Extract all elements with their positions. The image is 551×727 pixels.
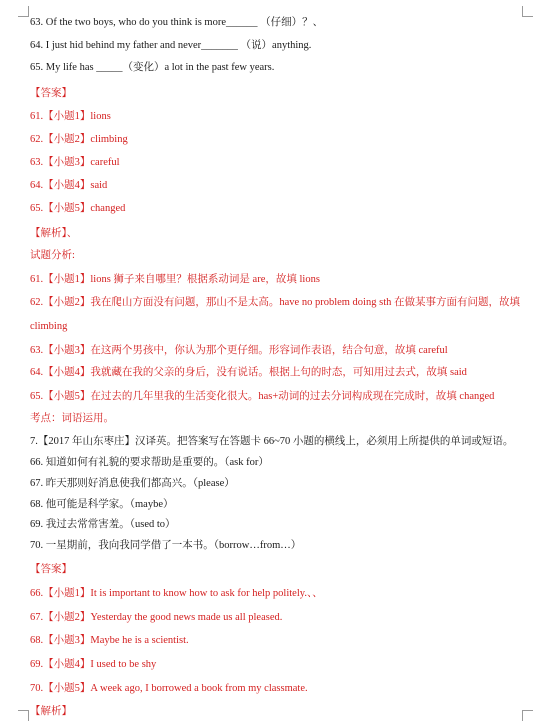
question-line: 65. My life has _____（变化）a lot in the past few years. — [30, 62, 275, 73]
answer-line: 66.【小题1】It is important to know how to ask for help politely.、、 — [30, 588, 323, 599]
answer-heading: 【答案】 — [30, 88, 72, 99]
page-corner-mark-top-left — [18, 6, 29, 17]
answer-line: 63.【小题3】careful — [30, 157, 120, 168]
analysis-line-continued: climbing — [30, 321, 68, 332]
analysis-heading: 【解析】 — [30, 706, 72, 717]
answer-line: 67.【小题2】Yesterday the good news made us all pleased. — [30, 612, 283, 623]
translation-question: 68. 他可能是科学家。（maybe） — [30, 499, 174, 510]
answer-heading: 【答案】 — [30, 564, 72, 575]
analysis-heading: 【解析】、 — [30, 228, 78, 239]
analysis-line: 63.【小题3】在这两个男孩中，你认为那个更仔细。形容词作表语，结合句意，故填 careful — [30, 345, 448, 356]
topic-point-line: 考点：词语运用。 — [30, 413, 114, 424]
translation-question: 66. 知道如何有礼貌的要求帮助是重要的。（ask for） — [30, 457, 269, 468]
answer-line: 69.【小题4】I used to be shy — [30, 659, 157, 670]
answer-line: 65.【小题5】changed — [30, 203, 126, 214]
answer-line: 68.【小题3】Maybe he is a scientist. — [30, 635, 189, 646]
answer-line: 70.【小题5】A week ago, I borrowed a book from my classmate. — [30, 683, 308, 694]
analysis-line: 62.【小题2】我在爬山方面没有问题，那山不是太高。have no problem doing sth 在做某事方面有问题，故填 — [30, 297, 520, 308]
translation-question: 67. 昨天那则好消息使我们都高兴。（please） — [30, 478, 235, 489]
translation-question: 69. 我过去常常害羞。（used to） — [30, 519, 176, 530]
page-corner-mark-bottom-left — [18, 710, 29, 721]
analysis-line: 64.【小题4】我就藏在我的父亲的身后，没有说话。根据上句的时态，可知用过去式，故填 said — [30, 367, 467, 378]
answer-line: 62.【小题2】climbing — [30, 134, 128, 145]
question-line: 64. I just hid behind my father and never_______ （说）anything. — [30, 40, 312, 51]
answer-line: 61.【小题1】lions — [30, 111, 111, 122]
answer-line: 64.【小题4】said — [30, 180, 108, 191]
translation-question: 70. 一星期前，我向我同学借了一本书。（borrow…from…） — [30, 540, 302, 551]
question-line: 63. Of the two boys, who do you think is more______ （仔细）？、 — [30, 17, 324, 28]
analysis-line: 65.【小题5】在过去的几年里我的生活变化很大。has+动词的过去分词构成现在完成时，故填 changed — [30, 391, 495, 402]
analysis-line: 61.【小题1】lions 狮子来自哪里？根据系动词是 are，故填 lions — [30, 274, 320, 285]
section-instruction: 7.【2017 年山东枣庄】汉译英。把答案写在答题卡 66~70 小题的横线上，必须用上所提供的单词或短语。 — [30, 436, 514, 447]
analysis-subheading: 试题分析: — [30, 250, 75, 261]
